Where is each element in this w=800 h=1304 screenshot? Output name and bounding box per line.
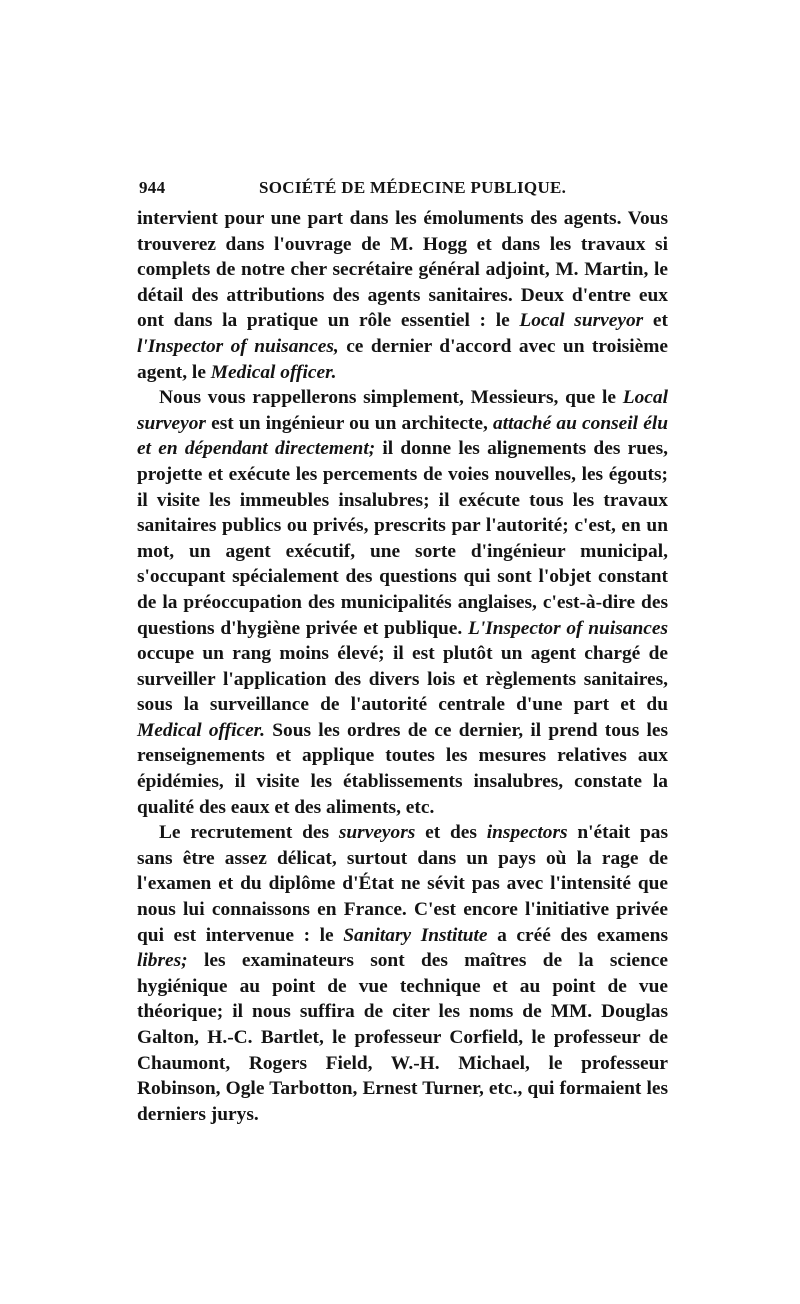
text-run: occupe un rang moins élevé; il est plutôt un agent chargé de surveiller l'application des divers lois et règlements sanitaires, sous la surveillance de l'autorité centrale d'une part et du bbox=[137, 643, 668, 716]
italic-term: Medical officer. bbox=[210, 361, 337, 383]
page-number: 944 bbox=[139, 178, 166, 197]
italic-term: Medical officer. bbox=[137, 719, 266, 741]
paragraph-3 bbox=[137, 820, 668, 1127]
italic-term: L'Inspector of nuisances bbox=[467, 617, 669, 639]
text-run: intervient pour une part dans les émoluments des agents. Vous trouverez dans l'ouvrage de M. Hogg et dans les travaux si complets de notre cher secrétaire général adjoint, M. Martin, le détail des attributions des agents sanitaires. Deux d'entre eux ont dans la pratique un rôle essentiel : le bbox=[137, 208, 668, 332]
italic-term: Local surveyor bbox=[137, 387, 668, 434]
italic-term: Local surveyor bbox=[519, 310, 644, 332]
text-run: n'était pas sans être assez délicat, surtout dans un pays où la rage de l'examen et du diplôme d'État ne sévit pas avec l'intensité que nous lui connaissons en France. C'est encore l'initiative privée qui est intervenue : le bbox=[137, 822, 668, 946]
book-page bbox=[137, 178, 668, 1127]
text-run: et des bbox=[415, 822, 487, 844]
text-run: Nous vous rappellerons simplement, Messieurs, que le bbox=[159, 387, 623, 409]
running-head bbox=[137, 178, 668, 206]
italic-term: Sanitary Institute bbox=[343, 924, 488, 946]
running-title: SOCIÉTÉ DE MÉDECINE PUBLIQUE. bbox=[259, 178, 567, 197]
text-run: ce dernier d'accord avec un troisième agent, le bbox=[137, 335, 669, 383]
paragraph-2 bbox=[137, 385, 668, 820]
text-run: il donne les alignements des rues, projette et exécute les percements de voies nouvelles, les égouts; il visite les immeubles insalubres; il exécute tous les travaux sanitaires publics ou privés, prescrits par l'autorité; c'est, en un mot, un agent exécutif, une sorte d'ingénieur municipal, s'occupant spécialement des questions qui sont l'objet constant de la préoccupation des municipalités anglaises, c'est-à-dire des questions d'hygiène privée et publique. bbox=[137, 438, 668, 639]
text-run: les examinateurs sont des maîtres de la science hygiénique au point de vue technique et au point de vue théorique; il nous suffira de citer les noms de MM. Douglas Galton, H.-C. Bartlet, le professeur Corfield, le professeur de Chaumont, Rogers Field, W.-H. Michael, le professeur Robinson, Ogle Tarbotton, Ernest Turner, etc., qui formaient les derniers jurys. bbox=[137, 950, 668, 1125]
text-run: est un ingénieur ou un architecte, bbox=[205, 412, 494, 434]
italic-term: attaché au conseil élu et en dépendant directement; bbox=[137, 412, 669, 460]
italic-term: libres; bbox=[137, 950, 188, 972]
text-run: Le recrutement des bbox=[159, 822, 339, 844]
text-run: a créé des examens bbox=[487, 924, 668, 946]
italic-term: l'Inspector of nuisances, bbox=[137, 335, 339, 357]
italic-term: inspectors bbox=[486, 822, 568, 844]
body-text bbox=[137, 206, 668, 1127]
text-run: Sous les ordres de ce dernier, il prend tous les renseignements et applique toutes les mesures relatives aux épidémies, il visite les établissements insalubres, constate la qualité des eaux et des aliments, etc. bbox=[137, 719, 668, 818]
text-run: et bbox=[643, 310, 668, 332]
italic-term: surveyors bbox=[338, 822, 416, 844]
paragraph-1 bbox=[137, 206, 668, 385]
